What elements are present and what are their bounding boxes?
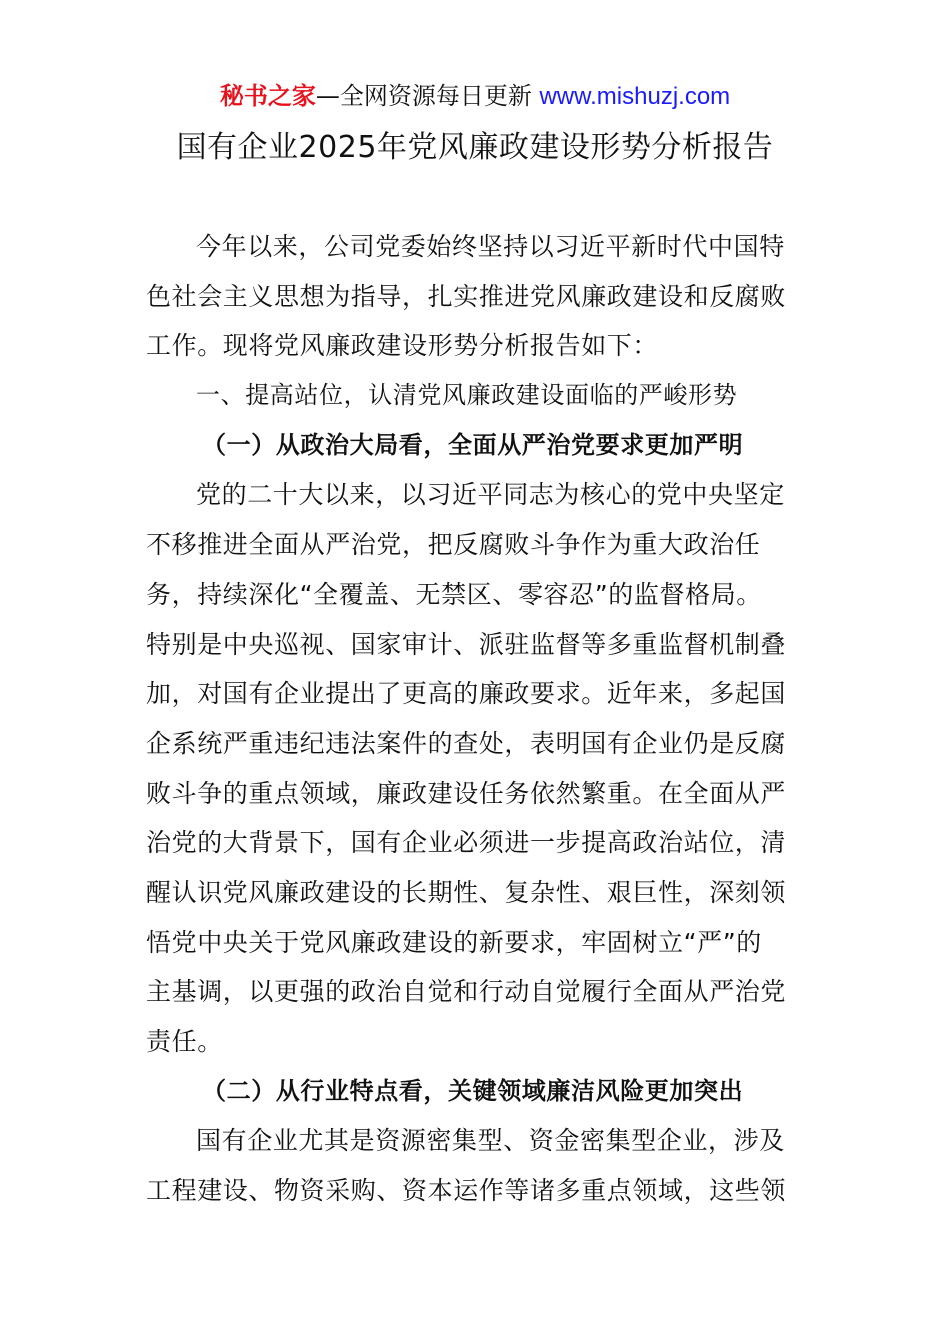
paragraph-line: 主基调，以更强的政治自觉和行动自觉履行全面从严治党 [146, 977, 787, 1007]
document-body [146, 222, 808, 1216]
paragraph-line: 特别是中央巡视、国家审计、派驻监督等多重监督机制叠 [146, 629, 787, 659]
paragraph-line: 治党的大背景下，国有企业必须进一步提高政治站位，清 [146, 828, 787, 858]
paragraph-line: 醒认识党风廉政建设的长期性、复杂性、艰巨性，深刻领 [146, 877, 787, 907]
brand-name: 秘书之家 [219, 82, 316, 110]
document-title: 国有企业2025年党风廉政建设形势分析报告 [176, 130, 774, 165]
paragraph-line: 色社会主义思想为指导，扎实推进党风廉政建设和反腐败 [146, 281, 787, 311]
paragraph-line: 败斗争的重点领域，廉政建设任务依然繁重。在全面从严 [146, 778, 787, 808]
paragraph-line: 工程建设、物资采购、资本运作等诸多重点领域，这些领 [146, 1176, 787, 1206]
paragraph-line: 工作。现将党风廉政建设形势分析报告如下： [146, 331, 659, 361]
paragraph-line: 国有企业尤其是资源密集型、资金密集型企业，涉及 [196, 1126, 785, 1156]
tagline: —全网资源每日更新 [315, 82, 532, 110]
paragraph-line: 悟党中央关于党风廉政建设的新要求，牢固树立“严”的 [146, 927, 762, 957]
paragraph-line: 今年以来，公司党委始终坚持以习近平新时代中国特 [196, 232, 785, 261]
paragraph-line: 加，对国有企业提出了更高的廉政要求。近年来，多起国 [146, 679, 787, 709]
site-url-link[interactable]: www.mishuzj.com [539, 83, 731, 110]
subsection-heading: （一）从政治大局看，全面从严治党要求更加严明 [202, 430, 744, 459]
section-heading: 一、提高站位，认清党风廉政建设面临的严峻形势 [196, 381, 738, 410]
paragraph-line: 企系统严重违纪违法案件的查处，表明国有企业仍是反腐 [146, 728, 787, 758]
paragraph-line: 不移推进全面从严治党，把反腐败斗争作为重大政治任 [146, 530, 761, 560]
paragraph-line: 务，持续深化“全覆盖、无禁区、零容忍”的监督格局。 [146, 579, 762, 609]
site-header [0, 78, 950, 115]
paragraph-line: 责任。 [146, 1027, 223, 1056]
subsection-heading: （二）从行业特点看，关键领域廉洁风险更加突出 [202, 1076, 744, 1105]
paragraph-line: 党的二十大以来，以习近平同志为核心的党中央坚定 [196, 480, 785, 510]
